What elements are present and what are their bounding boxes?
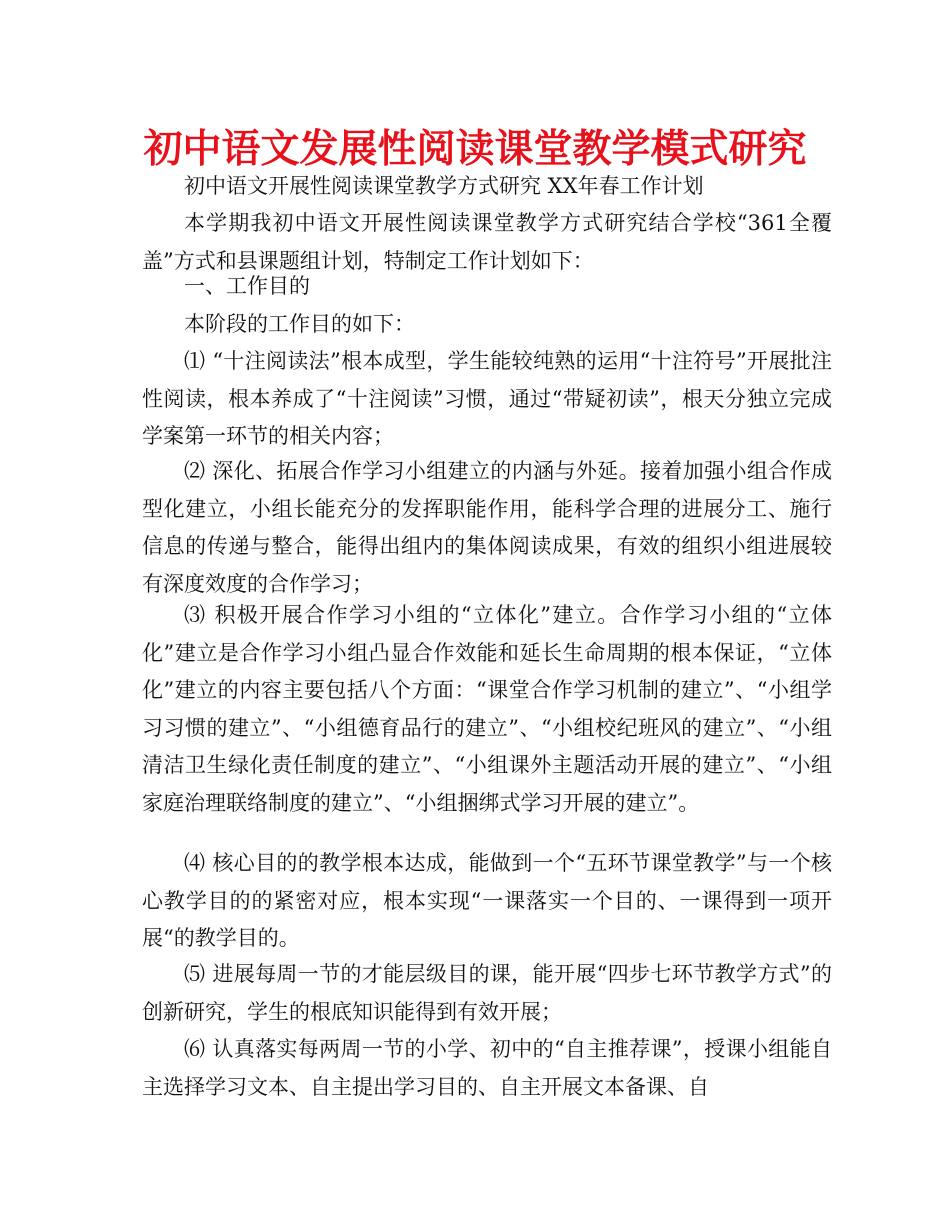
goal-item-5: ⑸ 进展每周一节的才能层级目的课，能开展“四步七环节教学方式”的创新研究，学生的根底知识能得到有效开展； bbox=[142, 962, 832, 1024]
goal-item-3: ⑶ 积极开展合作学习小组的“立体化”建立。合作学习小组的“立体化”建立是合作学习小组凸显合作效能和延长生命周期的根本保证，“立体化”建立的内容主要包括八个方面：“课堂合作学习机制的建立”、“小组学习习惯的建立”、“小组德育品行的建立”、“小组校纪班风的建立”、“小组清洁卫生绿化责任制度的建立”、“小组课外主题活动开展的建立”、“小组家庭治理联络制度的建立”、“小组捆绑式学习开展的建立”。 bbox=[142, 603, 832, 815]
section-heading: 一、工作目的 bbox=[184, 274, 310, 298]
goal-item-2: ⑵ 深化、拓展合作学习小组建立的内涵与外延。接着加强小组合作成型化建立，小组长能充分的发挥职能作用，能科学合理的进展分工、施行信息的传递与整合，能得出组内的集体阅读成果，有效的组织小组进展较有深度效度的合作学习； bbox=[142, 459, 832, 596]
goals-intro-paragraph: 本阶段的工作目的如下： bbox=[184, 312, 415, 336]
goal-item-1: ⑴ “十注阅读法”根本成型，学生能较纯熟的运用“十注符号”开展批注性阅读，根本养成了“十注阅读”习惯，通过“带疑初读”，根天分独立完成学案第一环节的相关内容； bbox=[142, 349, 832, 448]
document-title: 初中语文发展性阅读课堂教学模式研究 bbox=[143, 126, 807, 172]
subtitle-paragraph: 初中语文开展性阅读课堂教学方式研究 XX年春工作计划 bbox=[184, 174, 704, 198]
intro-paragraph: 本学期我初中语文开展性阅读课堂教学方式研究结合学校“361全覆盖”方式和县课题组计划，特制定工作计划如下： bbox=[142, 211, 832, 273]
goal-item-6: ⑹ 认真落实每两周一节的小学、初中的“自主推荐课”，授课小组能自主选择学习文本、自主提出学习目的、自主开展文本备课、自 bbox=[142, 1037, 832, 1099]
goal-item-4: ⑷ 核心目的的教学根本达成，能做到一个“五环节课堂教学”与一个核心教学目的的紧密对应，根本实现“一课落实一个目的、一课得到一项开展“的教学目的。 bbox=[142, 851, 832, 950]
